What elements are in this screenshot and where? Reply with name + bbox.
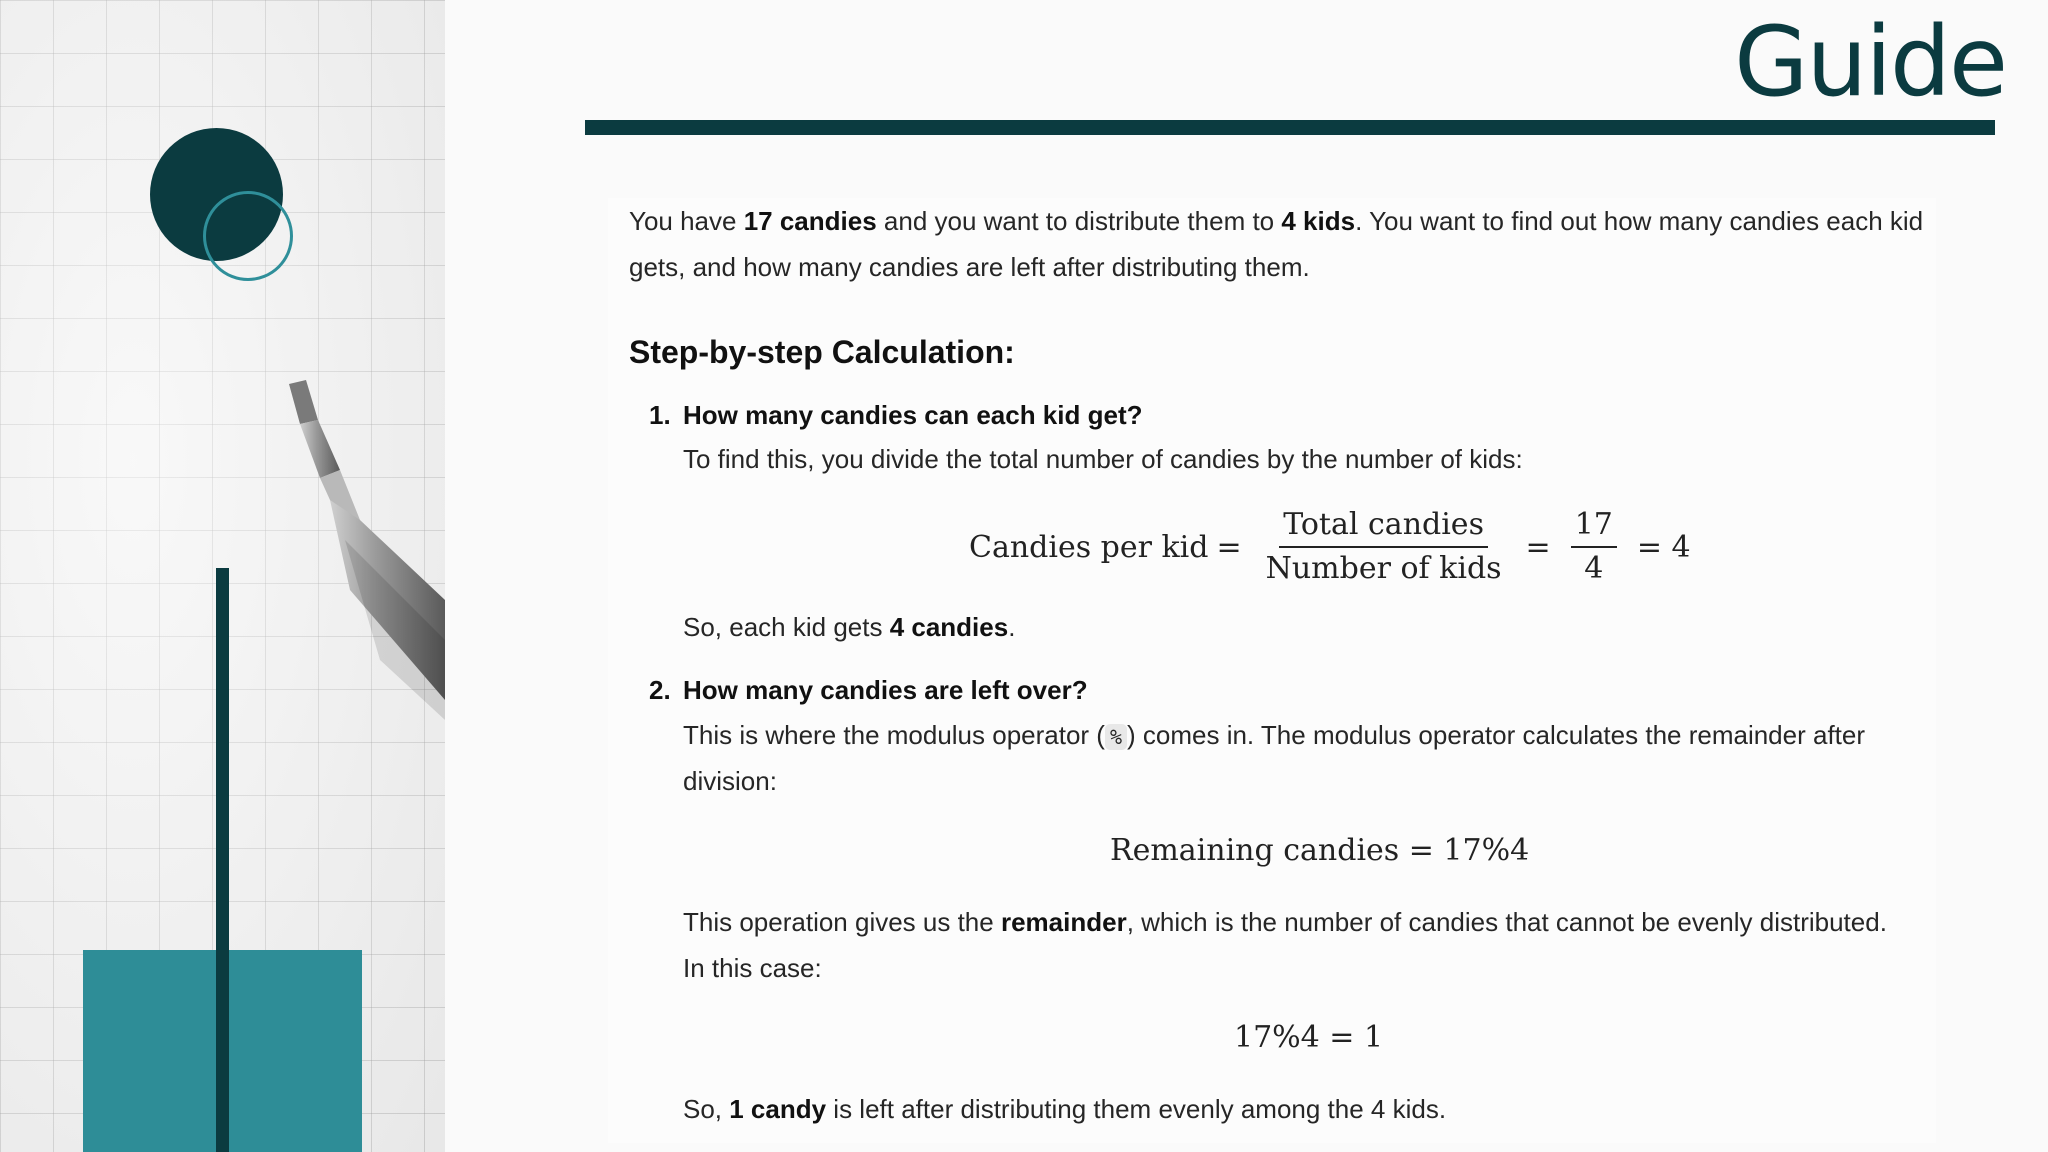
step-2-conclusion [683, 1086, 1446, 1132]
section-heading: Step-by-step Calculation: [629, 334, 1015, 370]
fraction-denominator: 4 [1584, 551, 1604, 586]
step-2-text-part: This is where the modulus operator ( [683, 720, 1105, 750]
step-2-text-part: ) comes in. The modulus operator calculates the remainder after [1127, 720, 1866, 750]
fraction-17-over-4 [1571, 506, 1617, 588]
step-1-text: To find this, you divide the total number of candies by the number of kids: [683, 444, 1523, 474]
content-card [608, 198, 1936, 1143]
conclusion-text: . [1008, 612, 1016, 642]
explanation-text: This operation gives us the [683, 907, 1001, 937]
conclusion-bold: 4 candies [889, 612, 1009, 642]
modulus-code: % [1105, 724, 1127, 750]
equation-result: = 4 [1636, 529, 1691, 565]
step-2-text-line2: division: [683, 766, 777, 796]
fraction-total-over-kids [1262, 506, 1506, 588]
remaining-equation: Remaining candies = 17%4 [1110, 833, 1530, 868]
step-2-title: How many candies are left over? [683, 675, 1088, 705]
intro-text: You have [629, 206, 744, 236]
intro-bold-kids: 4 kids [1281, 206, 1356, 236]
decorative-side-panel [0, 0, 445, 1152]
conclusion-text: So, each kid gets [683, 612, 890, 642]
page-title: Guide [1734, 6, 2006, 118]
intro-text: and you want to distribute them to [876, 206, 1282, 236]
step-1-number: 1. [649, 400, 671, 430]
explanation-text: , which is the number of candies that cannot be evenly distributed. [1126, 907, 1887, 937]
equals-sign: = [1525, 529, 1551, 565]
equation-lhs: Candies per kid [969, 529, 1209, 565]
conclusion-bold: 1 candy [729, 1094, 827, 1124]
fraction-numerator: Total candies [1279, 506, 1488, 548]
step-2-text [683, 712, 1865, 760]
step-2-explanation [683, 899, 1887, 945]
conclusion-text: is left after distributing them evenly among the 4 kids. [826, 1094, 1447, 1124]
step-1-title: How many candies can each kid get? [683, 400, 1143, 430]
step-2-explanation-line2: In this case: [683, 953, 822, 983]
step-1-conclusion [683, 604, 1015, 650]
modulus-result-equation: 17%4 = 1 [1234, 1020, 1384, 1055]
step-2-number: 2. [649, 675, 671, 705]
ring-circle-decoration [203, 191, 293, 281]
title-divider [585, 120, 1995, 135]
step-1-equation [969, 506, 1699, 588]
fraction-denominator: Number of kids [1265, 551, 1502, 586]
explanation-bold: remainder [1000, 907, 1127, 937]
equals-sign: = [1216, 529, 1242, 565]
intro-bold-candies: 17 candies [743, 206, 877, 236]
intro-paragraph [629, 198, 1929, 290]
vertical-bar-decoration [216, 568, 229, 1152]
intro-text: . You want to find out how many candies each kid gets, and how many candies are left after distributing them. [629, 206, 1924, 282]
fraction-numerator: 17 [1571, 506, 1617, 548]
conclusion-text: So, [683, 1094, 730, 1124]
